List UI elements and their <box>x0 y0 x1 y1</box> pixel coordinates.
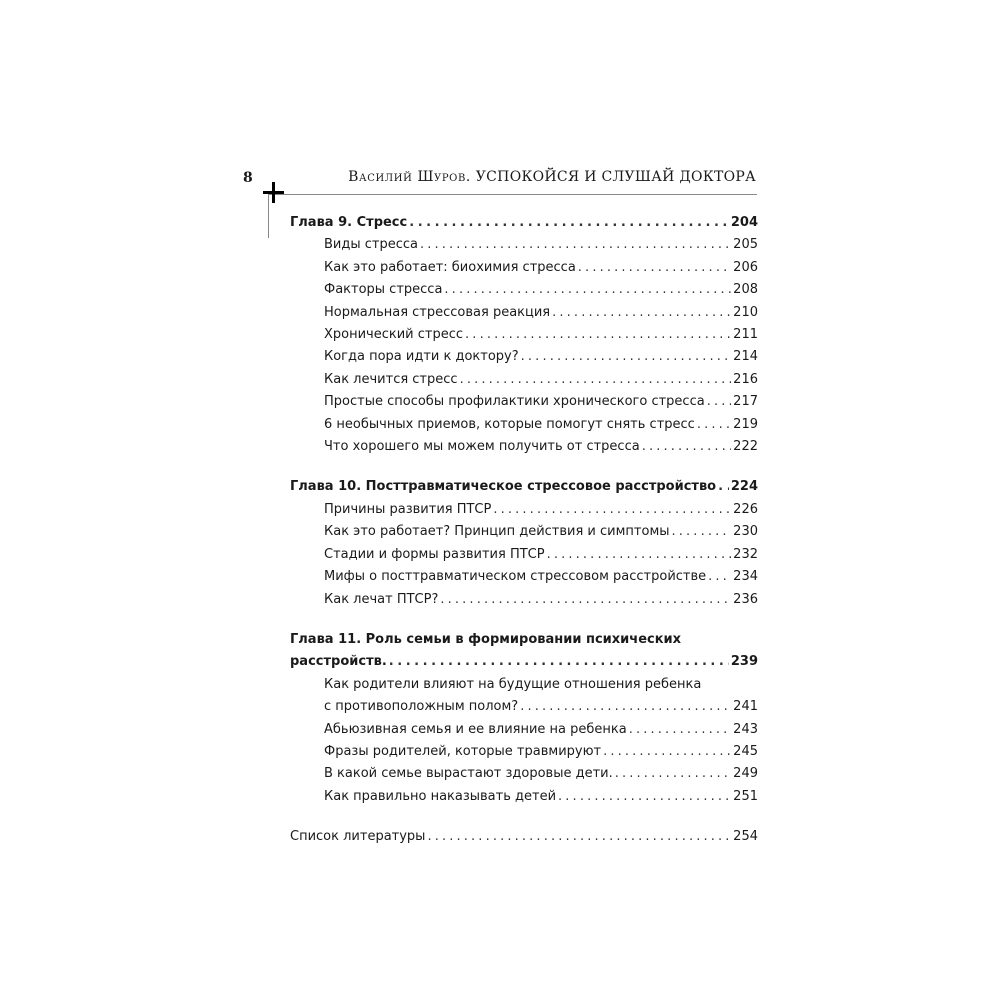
entry-page: 241 <box>733 699 758 715</box>
entry-title-line: Как родители влияют на будущие отношения ребенка <box>324 676 702 692</box>
dot-leader <box>718 476 729 498</box>
dot-leader <box>409 212 729 234</box>
dot-leader <box>547 544 732 566</box>
toc-entry <box>290 414 758 436</box>
entry-page: 205 <box>733 237 758 253</box>
table-of-contents <box>290 212 758 867</box>
entry-title: Факторы стресса <box>324 282 443 298</box>
dot-leader <box>460 369 732 391</box>
bibliography-entry <box>290 826 758 848</box>
entry-title: Что хорошего мы можем получить от стресса <box>324 439 640 455</box>
toc-entry <box>290 521 758 543</box>
entry-page: 245 <box>733 743 758 759</box>
dot-leader <box>697 414 731 436</box>
chapter-title: Глава 9. Стресс <box>290 215 408 230</box>
entry-page: 211 <box>733 327 758 343</box>
toc-entry <box>290 544 758 566</box>
dot-leader <box>444 279 731 301</box>
entry-page: 216 <box>733 371 758 387</box>
dot-leader <box>707 391 731 413</box>
entry-page: 222 <box>733 439 758 455</box>
dot-leader <box>521 346 732 368</box>
toc-entry <box>290 391 758 413</box>
chapter-9 <box>290 212 758 458</box>
entry-title: Как это работает: биохимия стресса <box>324 259 576 275</box>
header-author: Василий Шуров. <box>348 169 471 185</box>
dot-leader <box>558 786 731 808</box>
toc-entry <box>290 324 758 346</box>
dot-leader <box>427 826 731 848</box>
chapter-11 <box>290 629 758 808</box>
entry-title: Как правильно наказывать детей <box>324 788 557 804</box>
entry-page: 249 <box>733 766 758 782</box>
toc-entry <box>290 786 758 808</box>
toc-entry <box>290 719 758 741</box>
toc-entry <box>290 741 758 763</box>
entry-title: Хронический стресс <box>324 327 464 343</box>
entry-page: 210 <box>733 304 758 320</box>
toc-entry <box>290 763 758 785</box>
dot-leader <box>552 302 731 324</box>
chapter-page: 204 <box>730 215 758 230</box>
chapter-heading <box>290 476 758 498</box>
toc-entry <box>290 369 758 391</box>
entry-page: 206 <box>733 259 758 275</box>
entry-page: 236 <box>733 591 758 607</box>
chapter-heading <box>290 212 758 234</box>
dot-leader <box>708 566 731 588</box>
entry-title: Как лечат ПТСР? <box>324 591 439 607</box>
entry-title: Стадии и формы развития ПТСР <box>324 546 545 562</box>
toc-entry <box>290 566 758 588</box>
entry-title: Как это работает? Принцип действия и симптомы <box>324 524 670 540</box>
crop-mark-icon <box>263 182 284 203</box>
dot-leader <box>642 436 731 458</box>
page-number: 8 <box>243 170 253 186</box>
toc-entry <box>290 279 758 301</box>
entry-title: 6 необычных приемов, которые помогут снять стресс <box>324 416 695 432</box>
entry-title: В какой семье вырастают здоровые дети. <box>324 766 613 782</box>
chapter-10 <box>290 476 758 610</box>
entry-title: Фразы родителей, которые травмируют <box>324 743 602 759</box>
entry-title: Причины развития ПТСР <box>324 501 492 517</box>
entry-title: Когда пора идти к доктору? <box>324 349 519 365</box>
toc-entry <box>290 589 758 611</box>
dot-leader <box>465 324 731 346</box>
chapter-page: 239 <box>730 654 758 670</box>
toc-entry <box>290 302 758 324</box>
toc-entry <box>290 257 758 279</box>
entry-page: 243 <box>733 721 758 737</box>
entry-page: 226 <box>733 501 758 517</box>
entry-title: Список литературы <box>290 829 426 845</box>
toc-entry <box>290 499 758 521</box>
dot-leader <box>578 257 731 279</box>
chapter-heading <box>290 651 758 673</box>
chapter-title-line: Глава 11. Роль семьи в формировании психических <box>290 631 682 647</box>
entry-page: 234 <box>733 569 758 585</box>
dot-leader <box>440 589 731 611</box>
dot-leader <box>629 719 731 741</box>
header-rule <box>268 194 757 195</box>
entry-page: 208 <box>733 282 758 298</box>
entry-page: 251 <box>733 788 758 804</box>
dot-leader <box>520 696 731 718</box>
entry-title: Абьюзивная семья и ее влияние на ребенка <box>324 721 627 737</box>
header-book-title: УСПОКОЙСЯ И СЛУШАЙ ДОКТОРА <box>475 169 756 185</box>
bibliography <box>290 826 758 848</box>
toc-entry <box>290 696 758 718</box>
entry-title: Нормальная стрессовая реакция <box>324 304 551 320</box>
entry-page: 214 <box>733 349 758 365</box>
entry-title: Простые способы профилактики хронического стресса <box>324 394 705 410</box>
entry-title: с противоположным полом? <box>324 699 519 715</box>
entry-page: 254 <box>733 829 758 845</box>
running-header <box>348 169 756 185</box>
toc-entry <box>290 346 758 368</box>
chapter-page: 224 <box>730 479 758 495</box>
dot-leader <box>493 499 731 521</box>
dot-leader <box>672 521 732 543</box>
chapter-title: Глава 10. Посттравматическое стрессовое расстройство <box>290 479 717 495</box>
entry-title: Как лечится стресс <box>324 371 458 387</box>
dot-leader <box>615 763 731 785</box>
entry-page: 217 <box>733 394 758 410</box>
dot-leader <box>420 234 731 256</box>
entry-page: 230 <box>733 524 758 540</box>
entry-title: Мифы о посттравматическом стрессовом расстройстве <box>324 569 707 585</box>
entry-page: 219 <box>733 416 758 432</box>
dot-leader <box>389 651 729 673</box>
dot-leader <box>603 741 731 763</box>
entry-page: 232 <box>733 546 758 562</box>
toc-entry <box>290 234 758 256</box>
toc-entry <box>290 436 758 458</box>
entry-title: Виды стресса <box>324 237 418 253</box>
chapter-title: расстройств. <box>290 654 387 670</box>
